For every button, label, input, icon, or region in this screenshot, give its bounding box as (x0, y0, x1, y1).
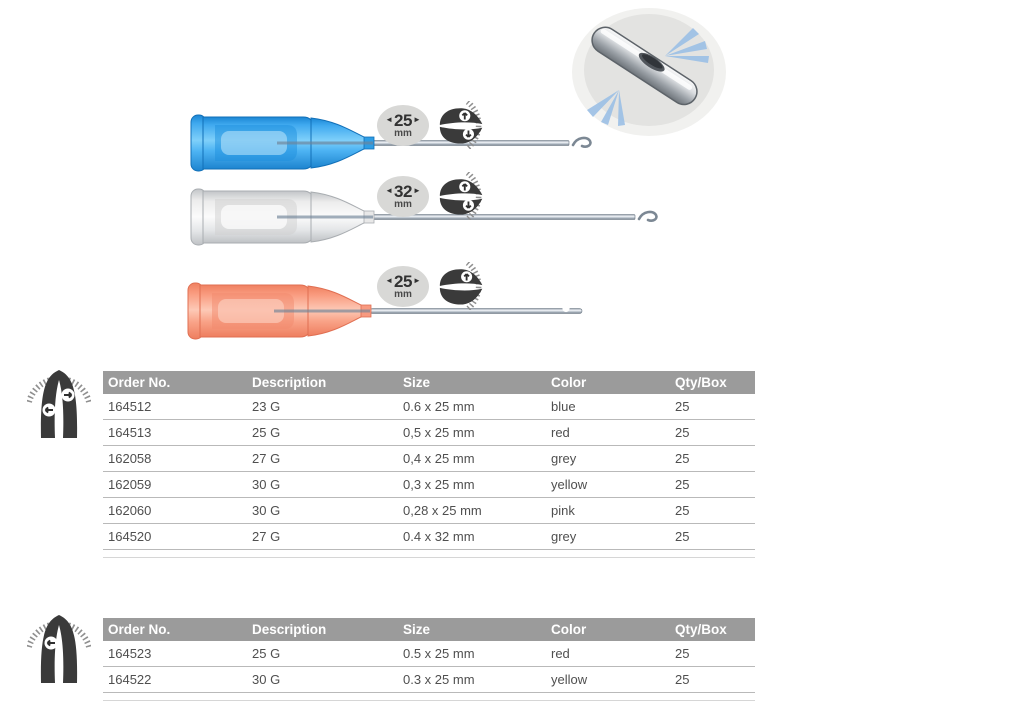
arrow-right-icon: ► (412, 115, 421, 124)
table-cell: 25 G (252, 425, 281, 440)
table-cell: 164520 (108, 529, 152, 544)
table-cell: 162060 (108, 503, 152, 518)
product-table-2 (103, 618, 755, 701)
table-cell: 0.6 x 25 mm (403, 399, 475, 414)
table-header-row (103, 618, 755, 641)
table-header-row (103, 371, 755, 394)
badge-length-value: 32 (394, 181, 412, 201)
table-cell: grey (551, 529, 577, 544)
table-cell: 30 G (252, 477, 281, 492)
table-row (103, 394, 755, 420)
dual-spray-tip-icon (434, 101, 490, 149)
table-cell: 0,3 x 25 mm (403, 477, 475, 492)
product-table-1 (103, 371, 755, 558)
hooked-tip (573, 138, 590, 147)
table-row (103, 524, 755, 550)
length-badge-group-1 (377, 101, 490, 149)
inner-needle (277, 216, 373, 219)
table-bottom-rule (103, 700, 755, 701)
column-header: Size (403, 622, 431, 637)
badge-unit: mm (394, 198, 412, 210)
hooked-tip (639, 212, 656, 221)
table-cell: yellow (551, 672, 588, 687)
table-cell: 164523 (108, 646, 152, 661)
table-row (103, 498, 755, 524)
table-row (103, 641, 755, 667)
single-spray-tip-icon-vertical (27, 611, 91, 685)
table-cell: 0,4 x 25 mm (403, 451, 475, 466)
table-cell: red (551, 425, 570, 440)
dual-spray-tip-icon (434, 172, 490, 220)
table-row (103, 472, 755, 498)
table-cell: 30 G (252, 672, 281, 687)
length-badge (377, 266, 429, 307)
column-header: Color (551, 375, 587, 390)
arrow-left-icon: ◄ (385, 276, 394, 285)
column-header: Order No. (108, 375, 171, 390)
column-header: Description (252, 622, 327, 637)
table-cell: 0.3 x 25 mm (403, 672, 475, 687)
table-cell: 164512 (108, 399, 152, 414)
inner-needle (274, 310, 370, 313)
dual-spray-tip-icon-vertical (27, 366, 91, 440)
table-cell: 27 G (252, 451, 281, 466)
single-spray-tip-icon (434, 262, 490, 310)
length-badge (377, 105, 429, 146)
inner-needle (277, 142, 373, 145)
table-cell: 27 G (252, 529, 281, 544)
table-cell: blue (551, 399, 576, 414)
arrow-right-icon: ► (412, 276, 421, 285)
table-cell: red (551, 646, 570, 661)
table-cell: 25 (675, 425, 690, 440)
badge-length-value: 25 (394, 110, 412, 130)
length-badge-group-3 (377, 262, 490, 310)
column-header: Order No. (108, 622, 171, 637)
arrow-left-icon: ◄ (385, 115, 394, 124)
table-cell: 25 (675, 477, 690, 492)
arrow-right-icon: ► (412, 186, 421, 195)
table-cell: 0,5 x 25 mm (403, 425, 475, 440)
table-cell: 0,28 x 25 mm (403, 503, 482, 518)
table-cell: yellow (551, 477, 588, 492)
table-cell: 23 G (252, 399, 281, 414)
column-header: Qty/Box (675, 622, 727, 637)
table-row (103, 446, 755, 472)
table-cell: 25 (675, 672, 690, 687)
table-cell: grey (551, 451, 577, 466)
table-cell: 0.5 x 25 mm (403, 646, 475, 661)
length-badge (377, 176, 429, 217)
table-cell: 25 (675, 646, 690, 661)
table-cell: 25 (675, 529, 690, 544)
table-cell: 25 (675, 399, 690, 414)
table-cell: pink (551, 503, 575, 518)
column-header: Qty/Box (675, 375, 727, 390)
length-badge-group-2 (377, 172, 490, 220)
table-cell: 25 (675, 451, 690, 466)
column-header: Size (403, 375, 431, 390)
table-cell: 162059 (108, 477, 152, 492)
table-cell: 25 G (252, 646, 281, 661)
table-cell: 162058 (108, 451, 152, 466)
badge-unit: mm (394, 288, 412, 300)
table-cell: 30 G (252, 503, 281, 518)
column-header: Description (252, 375, 327, 390)
table-row (103, 420, 755, 446)
arrow-left-icon: ◄ (385, 186, 394, 195)
table-bottom-rule (103, 557, 755, 558)
table-cell: 0.4 x 32 mm (403, 529, 475, 544)
tip-side-port (562, 305, 569, 312)
table-cell: 25 (675, 503, 690, 518)
table-cell: 164522 (108, 672, 152, 687)
table-row (103, 667, 755, 693)
badge-length-value: 25 (394, 271, 412, 291)
column-header: Color (551, 622, 587, 637)
badge-unit: mm (394, 127, 412, 139)
table-cell: 164513 (108, 425, 152, 440)
